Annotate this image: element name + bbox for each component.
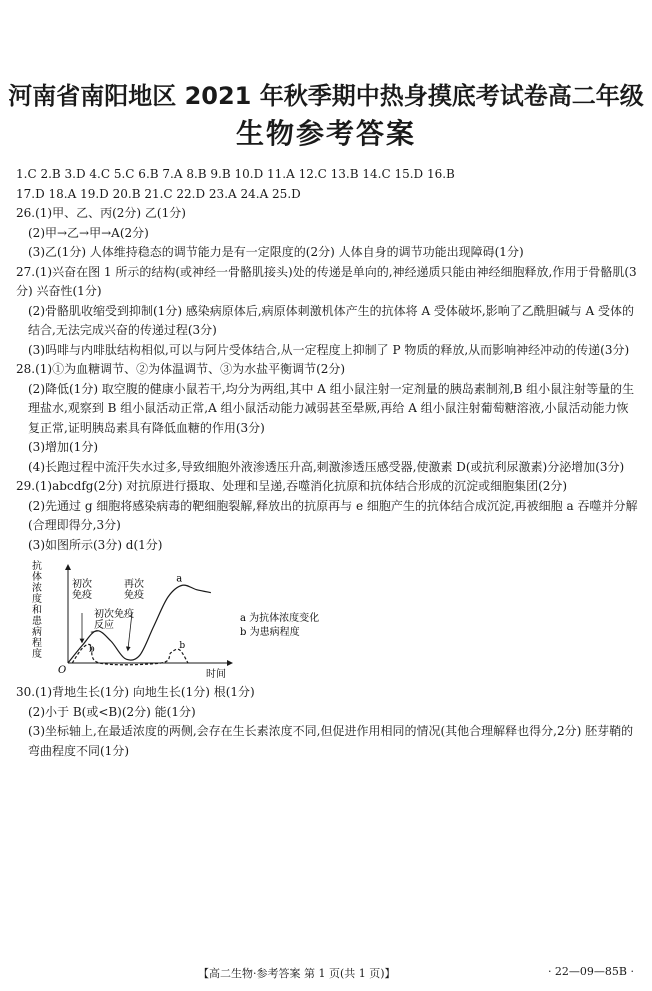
antibody-chart-container	[28, 559, 638, 681]
q30-line-2: (2)小于 B(或<B)(2分) 能(1分)	[28, 704, 196, 719]
annotation-initial-immunization: 免疫	[72, 590, 92, 601]
q27-part-2: (2)骨骼肌收缩受到抑制(1分) 感染病原体后,病原体刺激机体产生的抗体将 A 受体破坏,影响了乙酰胆碱与 A 受体的结合,无法完成兴奋的传递过程(3分)	[28, 303, 635, 337]
exam-title: 河南省南阳地区 2021 年秋季期中热身摸底考试卷高二年级	[8, 82, 644, 110]
y-axis-label-char: 病	[32, 627, 42, 638]
mcq-row-1: 1.C 2.B 3.D 4.C 5.C 6.B 7.A 8.B 9.B 10.D 11.A 12.C 13.B 14.C 15.D 16.B	[16, 167, 455, 181]
annotation-second-immunization: 再次	[124, 579, 144, 590]
y-axis-label-char: 患	[32, 616, 42, 627]
annotation-second-immunization: 免疫	[124, 590, 144, 601]
legend-a: a 为抗体浓度变化	[240, 613, 320, 624]
series-a-label: a	[176, 573, 183, 585]
footer-code: · 22—09—85B ·	[547, 965, 634, 978]
origin-label: O	[58, 665, 67, 676]
y-axis-label-char: 浓	[32, 583, 42, 594]
y-axis-label-char: 体	[32, 572, 42, 583]
q26-line-3: (3)乙(1分) 人体维持稳态的调节能力是有一定限度的(2分) 人体自身的调节功能出现障碍(1分)	[28, 245, 524, 259]
y-axis-label-char: 和	[32, 605, 42, 616]
q30-line-1: 30.(1)背地生长(1分) 向地生长(1分) 根(1分)	[16, 685, 255, 699]
q27-part-1: 27.(1)兴奋在图 1 所示的结构(或神经一骨骼肌接头)处的传递是单向的,神经递质只能由神经细胞释放,作用于骨骼肌(3分) 兴奋性(1分)	[16, 264, 637, 298]
q26-line-2: (2)甲→乙→甲→A(2分)	[28, 225, 149, 240]
antibody-chart	[28, 559, 348, 681]
q29-part-1: 29.(1)abcdfg(2分) 对抗原进行摄取、处理和呈递,吞噬消化抗原和抗体结合形成的沉淀或细胞集团(2分)	[16, 479, 568, 493]
q29-part-2: (2)先通过 g 细胞将感染病毒的靶细胞裂解,释放出的抗原再与 e 细胞产生的抗体结合成沉淀,再被细胞 a 吞噬并分解(合理即得分,3分)	[28, 498, 638, 532]
annotation-initial-response: 反应	[94, 620, 114, 631]
q28-part-2: (2)降低(1分) 取空腹的健康小鼠若干,均分为两组,其中 A 组小鼠注射一定剂量的胰岛素制剂,B 组小鼠注射等量的生理盐水,观察到 B 组小鼠活动正常,A 组小鼠活动能力减弱甚至晕厥,再给 A 组小鼠注射葡萄糖溶液,小鼠活动能力恢复正常,证明胰岛素具有降低血糖的作用(3分)	[28, 381, 635, 435]
mcq-row-2: 17.D 18.A 19.D 20.B 21.C 22.D 23.A 24.A 25.D	[16, 186, 301, 201]
q26-line-1: 26.(1)甲、乙、丙(2分) 乙(1分)	[16, 206, 186, 220]
annotation-initial-response: 初次免疫	[94, 609, 134, 620]
x-axis-label: 时间	[206, 669, 226, 680]
y-axis-label-char: 度	[32, 649, 42, 660]
footer-page-info: 【高二生物·参考答案 第 1 页(共 1 页)】	[198, 967, 396, 980]
series-b-label: b	[179, 640, 186, 651]
legend-b: b 为患病程度	[240, 627, 300, 638]
y-axis-label-char: 抗	[32, 561, 42, 572]
q29-part-3: (3)如图所示(3分) d(1分)	[28, 537, 163, 552]
q28-part-4: (4)长跑过程中流汗失水过多,导致细胞外液渗透压升高,刺激渗透压感受器,使激素 D(或抗利尿激素)分泌增加(3分)	[28, 459, 625, 474]
answer-body	[16, 165, 638, 761]
q28-part-1: 28.(1)①为血糖调节、②为体温调节、③为水盐平衡调节(2分)	[16, 362, 346, 376]
y-axis-label-char: 度	[32, 594, 42, 605]
annotation-initial-immunization: 初次	[72, 579, 92, 590]
q28-part-3: (3)增加(1分)	[28, 440, 98, 454]
q27-part-3: (3)吗啡与内啡肽结构相似,可以与阿片受体结合,从一定程度上抑制了 P 物质的释放,从而影响神经冲动的传递(3分)	[28, 342, 630, 357]
answer-key-title: 生物参考答案	[235, 117, 416, 150]
series-b-label: b	[88, 644, 95, 655]
y-axis-label-char: 程	[32, 638, 42, 649]
q30-part-3: (3)坐标轴上,在最适浓度的两侧,会存在生长素浓度不同,但促进作用相同的情况(其他合理解释也得分,2分) 胚芽鞘的弯曲程度不同(1分)	[28, 724, 634, 758]
